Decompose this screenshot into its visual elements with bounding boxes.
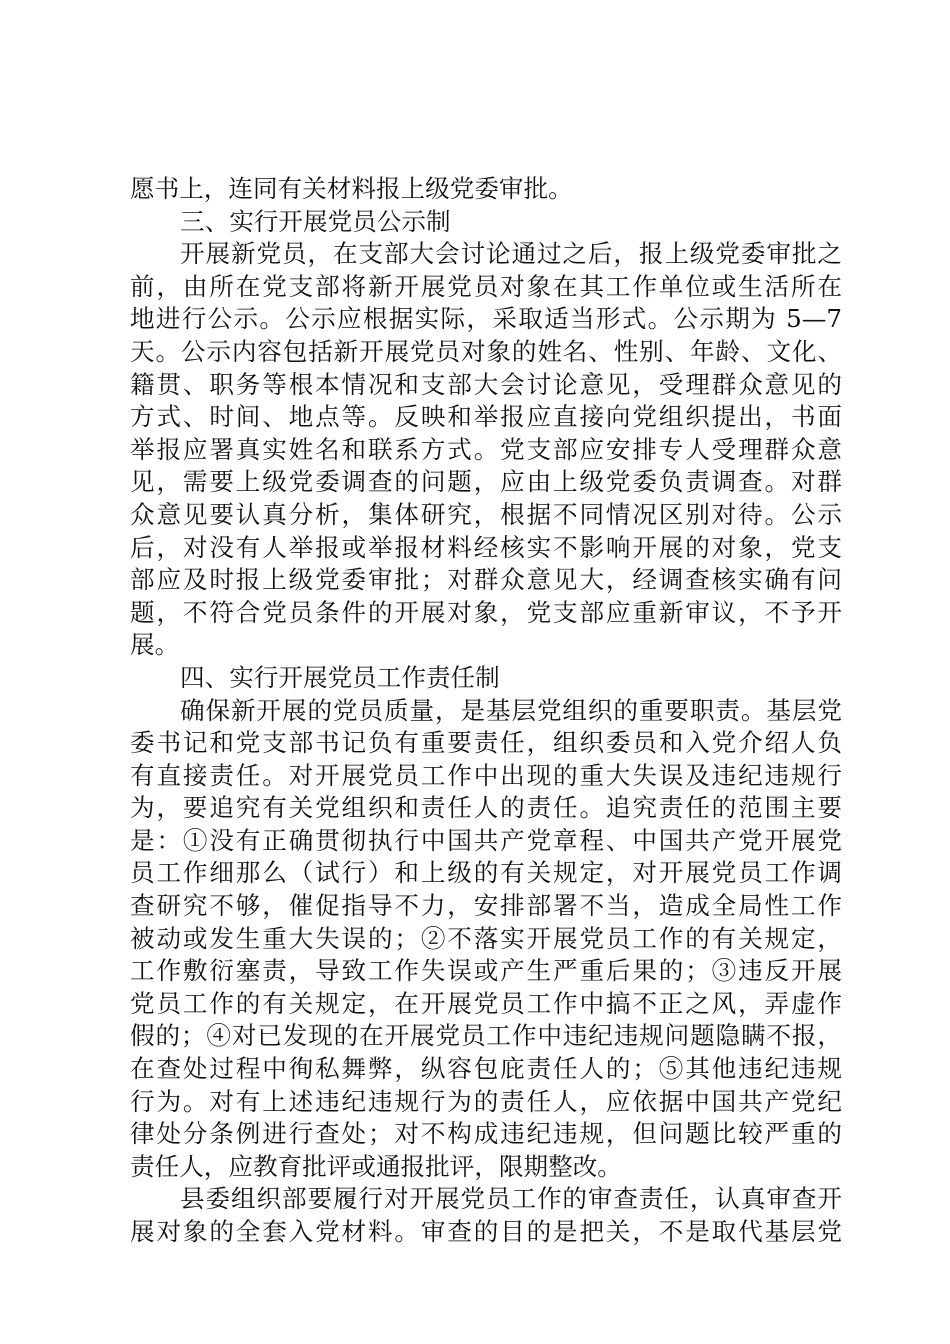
text-line: 部应及时报上级党委审批；对群众意见大，经调查核实确有问 [130, 565, 842, 595]
text-line: 为，要追究有关党组织和责任人的责任。追究责任的范围主要 [130, 793, 842, 823]
text-line: 题，不符合党员条件的开展对象，党支部应重新审议，不予开 [130, 597, 842, 627]
text-line: 举报应署真实姓名和联系方式。党支部应安排专人受理群众意 [130, 434, 842, 464]
text-line: 有直接责任。对开展党员工作中出现的重大失误及违纪违规行 [130, 760, 842, 790]
text-line: 展。 [130, 630, 180, 660]
text-line: 前，由所在党支部将新开展党员对象在其工作单位或生活所在 [130, 271, 842, 301]
text-line: 天。公示内容包括新开展党员对象的姓名、性别、年龄、文化、 [130, 336, 842, 366]
text-line: 假的；④对已发现的在开展党员工作中违纪违规问题隐瞒不报， [130, 1021, 842, 1051]
text-line: 行为。对有上述违纪违规行为的责任人，应依据中国共产党纪 [130, 1086, 842, 1116]
paragraph-first-line: 确保新开展的党员质量，是基层党组织的重要职责。基层党 [180, 695, 842, 725]
text-line: 被动或发生重大失误的；②不落实开展党员工作的有关规定， [130, 923, 842, 953]
text-line: 展对象的全套入党材料。审查的目的是把关，不是取代基层党 [130, 1217, 842, 1246]
text-line: 籍贯、职务等根本情况和支部大会讨论意见，受理群众意见的 [130, 369, 842, 399]
paragraph-first-line: 三、实行开展党员公示制 [180, 206, 451, 236]
paragraph-first-line: 开展新党员，在支部大会讨论通过之后，报上级党委审批之 [180, 239, 842, 269]
text-line: 众意见要认真分析，集体研究，根据不同情况区别对待。公示 [130, 499, 842, 529]
text-line: 责任人，应教育批评或通报批评，限期整改。 [130, 1151, 622, 1181]
text-line: 方式、时间、地点等。反映和举报应直接向党组织提出，书面 [130, 402, 842, 432]
text-line: 律处分条例进行查处；对不构成违纪违规，但问题比较严重的 [130, 1119, 842, 1149]
text-line: 党员工作的有关规定，在开展党员工作中搞不正之风，弄虚作 [130, 988, 842, 1018]
paragraph-first-line: 县委组织部要履行对开展党员工作的审查责任，认真审查开 [180, 1184, 842, 1214]
text-line: 是：①没有正确贯彻执行中国共产党章程、中国共产党开展党 [130, 825, 842, 855]
paragraph-first-line: 四、实行开展党员工作责任制 [180, 662, 500, 692]
text-line: 员工作细那么（试行）和上级的有关规定，对开展党员工作调 [130, 858, 842, 888]
text-line: 后，对没有人举报或举报材料经核实不影响开展的对象，党支 [130, 532, 842, 562]
text-line: 委书记和党支部书记负有重要责任，组织委员和入党介绍人负 [130, 728, 842, 758]
document-body [130, 173, 842, 1249]
text-line: 地进行公示。公示应根据实际，采取适当形式。公示期为 5—7 [130, 304, 842, 334]
text-line: 愿书上，连同有关材料报上级党委审批。 [130, 174, 573, 203]
text-line: 工作敷衍塞责，导致工作失误或产生严重后果的；③违反开展 [130, 956, 842, 986]
text-line: 在查处过程中徇私舞弊，纵容包庇责任人的；⑤其他违纪违规 [130, 1054, 842, 1084]
text-line: 查研究不够，催促指导不力，安排部署不当，造成全局性工作 [130, 891, 842, 921]
text-line: 见，需要上级党委调查的问题，应由上级党委负责调查。对群 [130, 467, 842, 497]
